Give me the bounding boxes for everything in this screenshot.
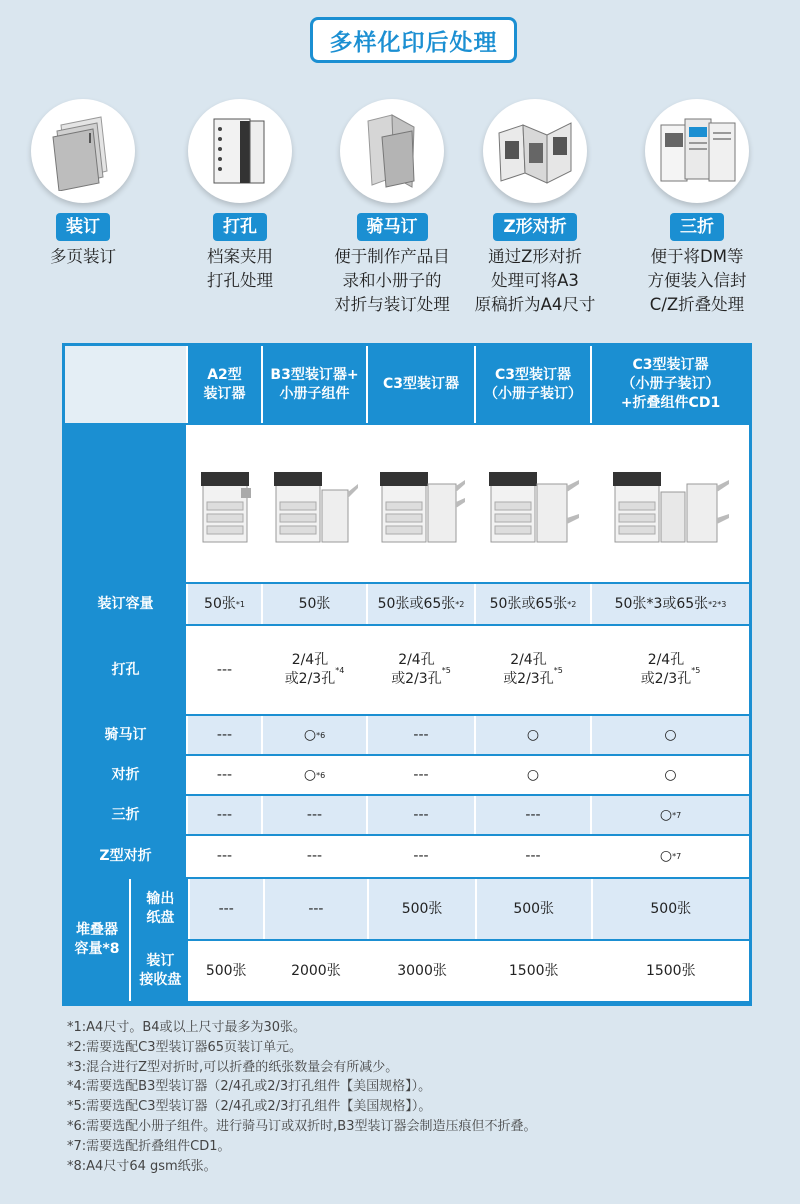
table-image-row <box>65 425 749 582</box>
table-cell: 500张 <box>190 941 265 1001</box>
row-label: 三折 <box>65 796 188 834</box>
table-cell: ○ <box>592 756 749 794</box>
table-cell: 50张*3或65张 *2*3 <box>592 584 749 624</box>
page-title-box <box>310 17 517 63</box>
footnote: *1:A4尺寸。B4或以上尺寸最多为30张。 <box>67 1020 307 1035</box>
table-cell: --- <box>190 879 265 939</box>
table-cell: --- <box>368 756 476 794</box>
table-cell: 50张或65张 *2 <box>476 584 592 624</box>
table-cell: ○ <box>476 716 592 754</box>
table-row-punch <box>65 626 749 714</box>
stacker-capacity-label: 堆叠器 容量*8 <box>65 879 131 1001</box>
feature-punching <box>165 99 315 293</box>
table-cell: --- <box>265 879 370 939</box>
table-cell: --- <box>188 836 263 877</box>
feature-stapling <box>8 99 158 269</box>
row-label: 打孔 <box>65 626 188 714</box>
footnote: *6:需要选配小册子组件。进行骑马订或双折时,B3型装订器会制造压痕但不折叠。 <box>67 1118 537 1134</box>
feature-desc: 多页装订 <box>50 247 116 266</box>
table-cell: 50张 <box>263 584 368 624</box>
table-row-zfold <box>65 836 749 877</box>
table-row-capacity <box>65 584 749 624</box>
table-cell: 50张 *1 <box>188 584 263 624</box>
footnote: *3:混合进行Z型对折时,可以折叠的纸张数量会有所减少。 <box>67 1059 399 1075</box>
feature-z-fold <box>460 99 610 317</box>
table-cell: --- <box>263 796 368 834</box>
table-cell: ○ <box>476 756 592 794</box>
table-cell: --- <box>368 796 476 834</box>
table-cell: ○ *7 <box>592 836 749 877</box>
table-cell: 2/4孔 或2/3孔 *4 <box>263 626 368 714</box>
table-cell: --- <box>188 796 263 834</box>
image-row-label <box>65 425 188 582</box>
feature-desc: 通过Z形对折 处理可将A3 原稿折为A4尺寸 <box>474 247 596 314</box>
tri-fold-icon <box>645 99 749 203</box>
table-cell: 2000张 <box>265 941 370 1001</box>
comparison-table <box>62 343 752 1006</box>
table-cell: --- <box>188 716 263 754</box>
table-corner <box>65 346 188 423</box>
table-cell: ○ *6 <box>263 716 368 754</box>
footnote: *5:需要选配C3型装订器（2/4孔或2/3打孔组件【美国规格】）。 <box>67 1099 432 1115</box>
table-cell: --- <box>188 756 263 794</box>
punched-binder-icon <box>188 99 292 203</box>
table-row-finisher-tray <box>133 941 749 1001</box>
printer-image-b3 <box>263 425 368 582</box>
row-label: 装订容量 <box>65 584 188 624</box>
table-cell: --- <box>368 836 476 877</box>
table-cell: 500张 <box>369 879 477 939</box>
table-cell: 500张 <box>477 879 593 939</box>
table-row-output-tray <box>133 879 749 939</box>
row-label: 输出 纸盘 <box>133 879 190 939</box>
feature-label: 打孔 <box>213 213 267 241</box>
row-label: 对折 <box>65 756 188 794</box>
column-header: C3型装订器 （小册子装订） <box>476 346 592 423</box>
feature-desc: 便于将DM等 方便装入信封 C/Z折叠处理 <box>647 247 747 314</box>
footnote: *8:A4尺寸64 gsm纸张。 <box>67 1158 217 1174</box>
feature-saddle-stitch <box>317 99 467 317</box>
table-cell: --- <box>476 796 592 834</box>
table-cell: 2/4孔 或2/3孔 *5 <box>368 626 476 714</box>
table-cell: 3000张 <box>369 941 477 1001</box>
printer-image-a2 <box>188 425 263 582</box>
feature-label: 三折 <box>670 213 724 241</box>
feature-label: 骑马订 <box>357 213 428 241</box>
table-cell: 1500张 <box>593 941 749 1001</box>
column-header: B3型装订器+ 小册子组件 <box>263 346 368 423</box>
table-cell: 2/4孔 或2/3孔 *5 <box>476 626 592 714</box>
column-header: C3型装订器 （小册子装订） +折叠组件CD1 <box>592 346 749 423</box>
column-header: C3型装订器 <box>368 346 476 423</box>
feature-desc: 档案夹用 打孔处理 <box>207 247 273 290</box>
printer-image-c3-cd1 <box>592 425 749 582</box>
footnote: *7:需要选配折叠组件CD1。 <box>67 1138 231 1154</box>
table-cell: --- <box>476 836 592 877</box>
table-cell: 2/4孔 或2/3孔 *5 <box>592 626 749 714</box>
table-cell: --- <box>188 626 263 714</box>
row-label: 骑马订 <box>65 716 188 754</box>
table-cell: 500张 <box>593 879 749 939</box>
row-label: 装订 接收盘 <box>133 941 190 1001</box>
page-title: 多样化印后处理 <box>329 29 498 56</box>
table-cell: 50张或65张 *2 <box>368 584 476 624</box>
printer-image-c3 <box>368 425 476 582</box>
feature-desc: 便于制作产品目 录和小册子的 对折与装订处理 <box>334 247 450 314</box>
feature-label: Z形对折 <box>493 213 576 241</box>
table-header-row <box>65 346 749 423</box>
column-header: A2型 装订器 <box>188 346 263 423</box>
table-cell: ○ *7 <box>592 796 749 834</box>
table-cell: ○ *6 <box>263 756 368 794</box>
table-cell: --- <box>263 836 368 877</box>
stapled-pages-icon <box>31 99 135 203</box>
table-cell: 1500张 <box>477 941 593 1001</box>
feature-tri-fold <box>622 99 772 317</box>
row-label: Z型对折 <box>65 836 188 877</box>
z-fold-icon <box>483 99 587 203</box>
table-cell: --- <box>368 716 476 754</box>
footnote: *2:需要选配C3型装订器65页装订单元。 <box>67 1039 303 1055</box>
footnotes <box>67 1018 536 1176</box>
printer-image-c3-booklet <box>476 425 592 582</box>
table-row-saddle <box>65 716 749 754</box>
saddle-stitch-icon <box>340 99 444 203</box>
footnote: *4:需要选配B3型装订器（2/4孔或2/3打孔组件【美国规格】）。 <box>67 1079 432 1095</box>
table-cell: ○ <box>592 716 749 754</box>
table-row-trifold <box>65 796 749 834</box>
feature-label: 装订 <box>56 213 110 241</box>
table-row-bifold <box>65 756 749 794</box>
